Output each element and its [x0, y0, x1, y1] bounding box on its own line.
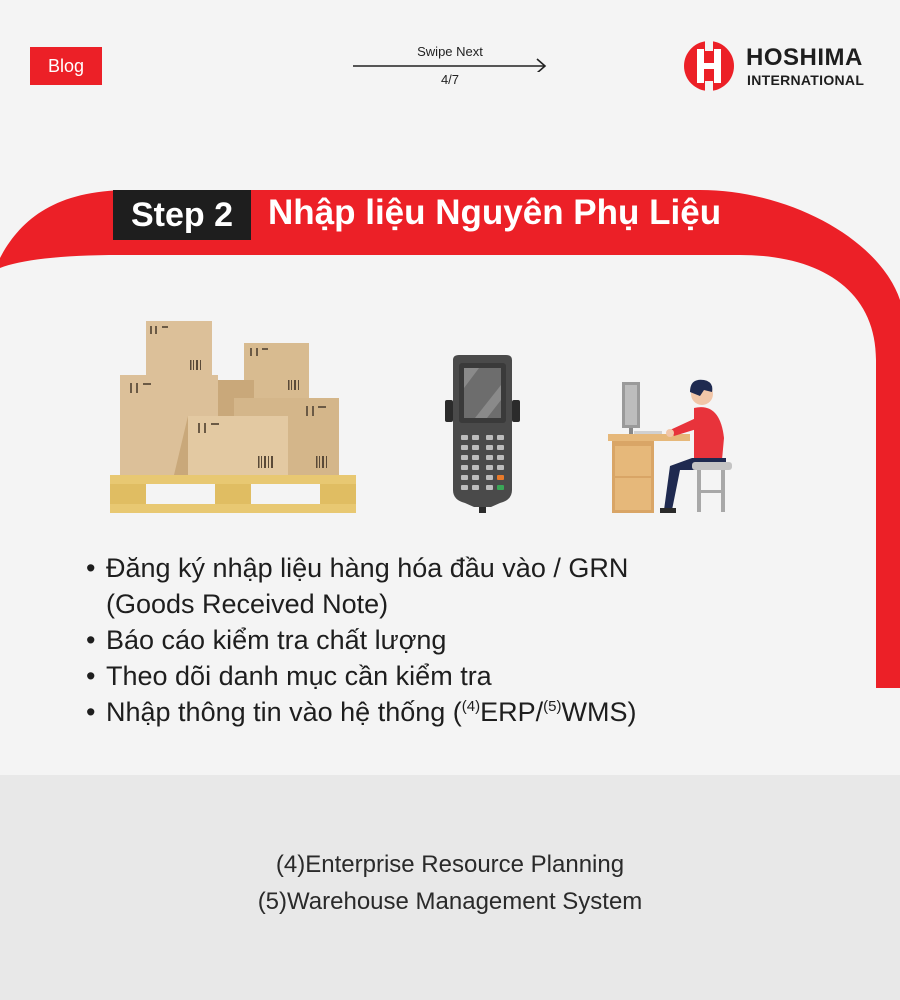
bullet-text-erp: ERP/ [480, 697, 544, 727]
list-item [86, 550, 806, 622]
page-indicator: 4/7 [440, 72, 460, 87]
bullet-text: Báo cáo kiểm tra chất lượng [106, 625, 447, 655]
footnote-wms: (5)Warehouse Management System [257, 888, 643, 915]
swipe-indicator[interactable] [352, 44, 552, 92]
bullet-text: Nhập thông tin vào hệ thống ( [106, 697, 462, 727]
swipe-next-label: Swipe Next [417, 44, 483, 59]
bullet-text-wms: WMS) [561, 697, 637, 727]
bullet-text: Theo dõi danh mục cần kiểm tra [106, 661, 492, 691]
bullet-dot: • [86, 553, 96, 583]
bullet-dot: • [86, 661, 96, 691]
desk-worker-icon [600, 378, 740, 514]
list-item [86, 622, 806, 658]
bullet-text-continued: (Goods Received Note) [106, 589, 389, 619]
list-item [86, 658, 806, 694]
footnote-erp: (4)Enterprise Resource Planning [275, 851, 625, 878]
footnote-ref-5: (5) [543, 698, 562, 715]
blog-badge[interactable]: Blog [30, 47, 102, 85]
arrow-right-icon [352, 58, 552, 72]
bullet-dot: • [86, 625, 96, 655]
step-badge: Step 2 [113, 190, 251, 240]
footnotes [0, 846, 900, 920]
bullet-list [86, 550, 806, 730]
barcode-scanner-icon [445, 355, 520, 515]
brand-subtitle: INTERNATIONAL [747, 72, 865, 88]
bullet-dot: • [86, 697, 96, 727]
brand-name: HOSHIMA [746, 44, 863, 71]
bullet-text: Đăng ký nhập liệu hàng hóa đầu vào / GRN [106, 553, 629, 583]
list-item [86, 694, 806, 730]
footnote-ref-4: (4) [461, 698, 481, 715]
pallet-boxes-icon [110, 318, 356, 514]
hoshima-logo-icon [683, 40, 735, 92]
page-title: Nhập liệu Nguyên Phụ Liệu [268, 193, 722, 232]
